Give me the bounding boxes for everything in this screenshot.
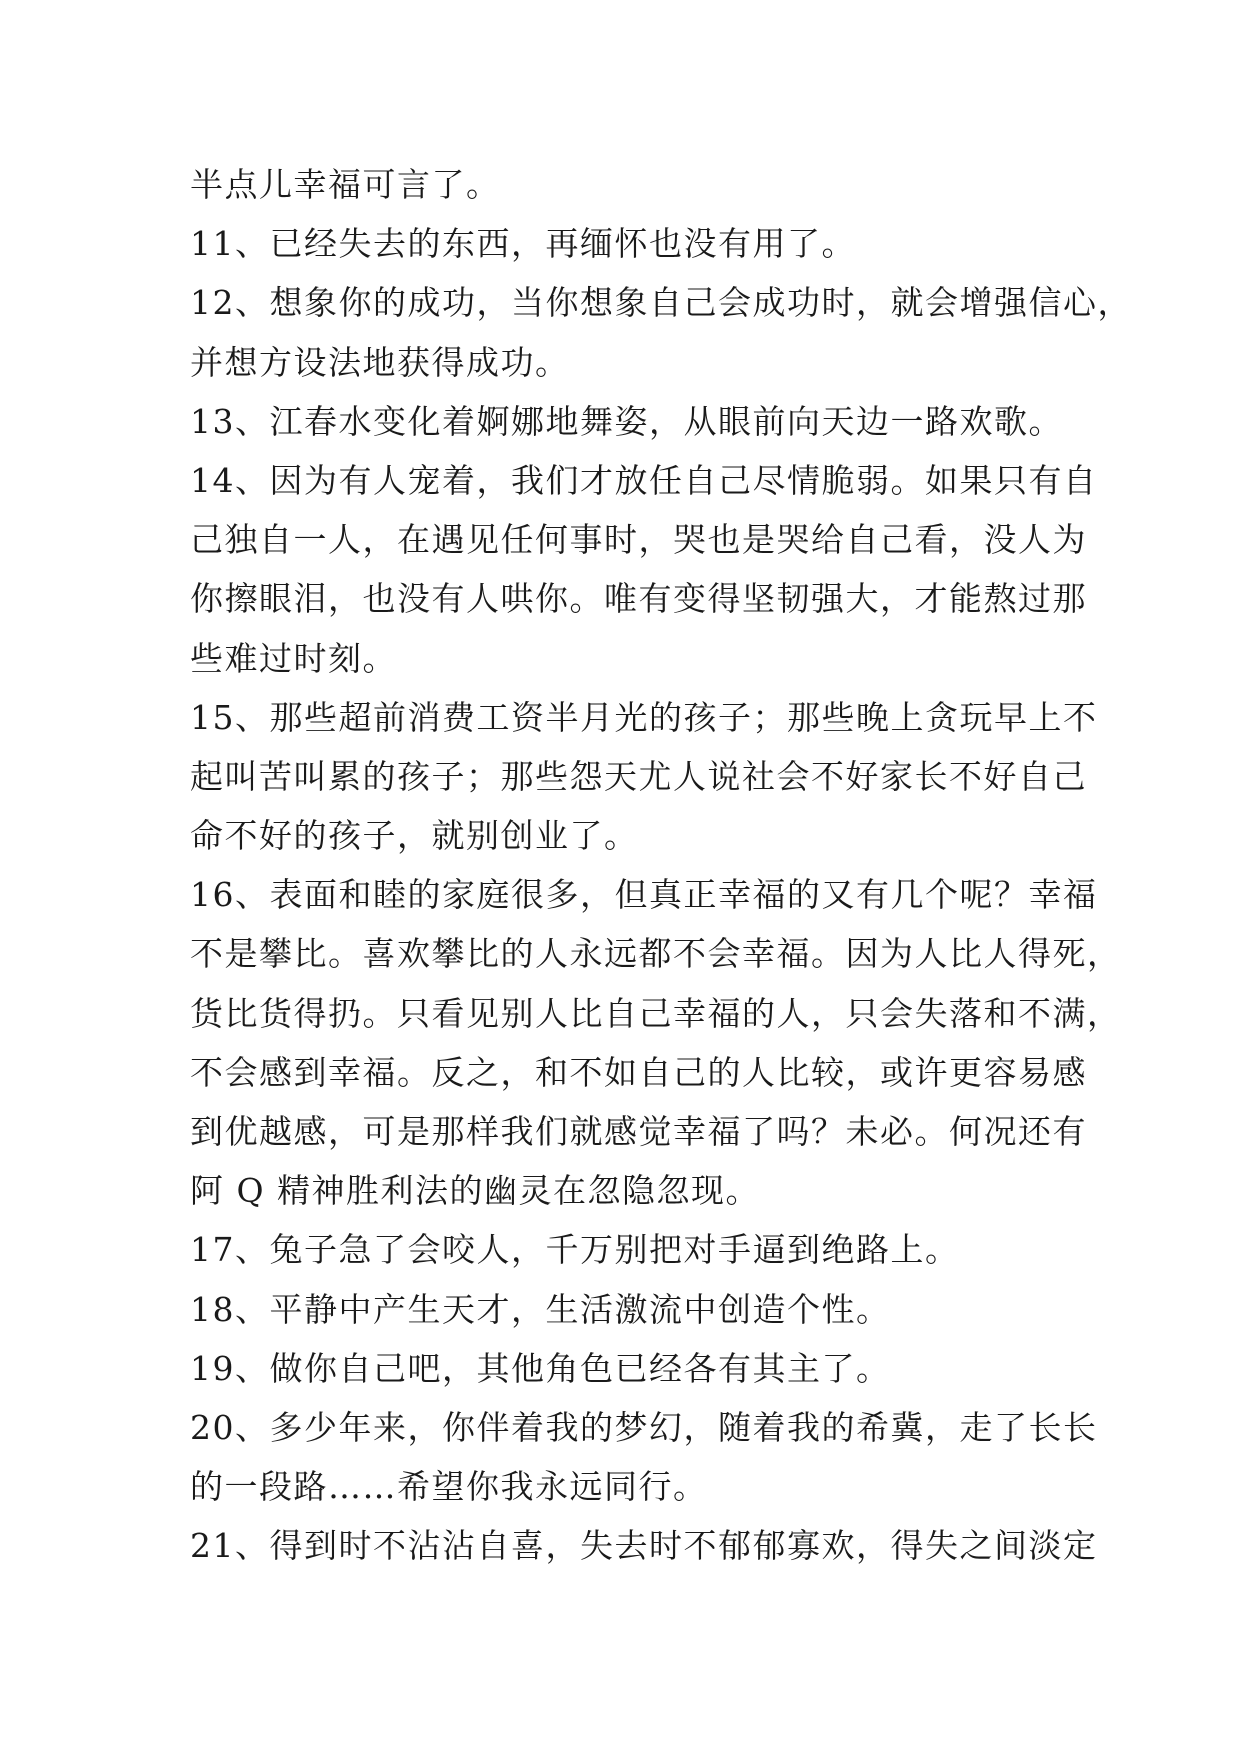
text-line: 18、平静中产生天才，生活激流中创造个性。	[190, 1289, 891, 1329]
text-line: 17、兔子急了会咬人，千万别把对手逼到绝路上。	[190, 1230, 960, 1270]
text-line: 你擦眼泪，也没有人哄你。唯有变得坚韧强大，才能熬过那	[190, 579, 1087, 619]
text-line: 半点儿幸福可言了。	[190, 165, 501, 204]
text-line: 起叫苦叫累的孩子；那些怨天尤人说社会不好家长不好自己	[190, 756, 1087, 796]
text-line: 21、得到时不沾沾自喜，失去时不郁郁寡欢，得失之间淡定	[190, 1526, 1098, 1566]
text-line: 的一段路……希望你我永远同行。	[190, 1467, 708, 1507]
text-line: 不会感到幸福。反之，和不如自己的人比较，或许更容易感	[190, 1052, 1087, 1092]
text-line: 己独自一人，在遇见任何事时，哭也是哭给自己看，没人为	[190, 520, 1087, 560]
text-line: 19、做你自己吧，其他角色已经各有其主了。	[190, 1348, 891, 1388]
text-line: 货比货得扔。只看见别人比自己幸福的人，只会失落和不满，	[190, 993, 1122, 1033]
text-line: 13、江春水变化着婀娜地舞姿，从眼前向天边一路欢歌。	[190, 401, 1063, 441]
text-line: 命不好的孩子，就别创业了。	[190, 816, 639, 856]
text-line: 11、已经失去的东西，再缅怀也没有用了。	[190, 224, 856, 264]
text-line: 些难过时刻。	[190, 638, 397, 678]
text-line: 并想方设法地获得成功。	[190, 342, 570, 382]
text-line: 14、因为有人宠着，我们才放任自己尽情脆弱。如果只有自	[190, 460, 1098, 500]
text-line: 16、表面和睦的家庭很多，但真正幸福的又有几个呢？幸福	[190, 875, 1098, 915]
text-line: 不是攀比。喜欢攀比的人永远都不会幸福。因为人比人得死，	[190, 934, 1122, 974]
text-line: 15、那些超前消费工资半月光的孩子；那些晚上贪玩早上不	[190, 697, 1098, 737]
text-line: 12、想象你的成功，当你想象自己会成功时，就会增强信心，	[190, 283, 1132, 323]
body-text	[190, 155, 1132, 1576]
text-line: 到优越感，可是那样我们就感觉幸福了吗？未必。何况还有	[190, 1112, 1087, 1151]
text-line: 阿 Q 精神胜利法的幽灵在忽隐忽现。	[190, 1171, 761, 1211]
text-line: 20、多少年来，你伴着我的梦幻，随着我的希冀，走了长长	[190, 1407, 1098, 1447]
